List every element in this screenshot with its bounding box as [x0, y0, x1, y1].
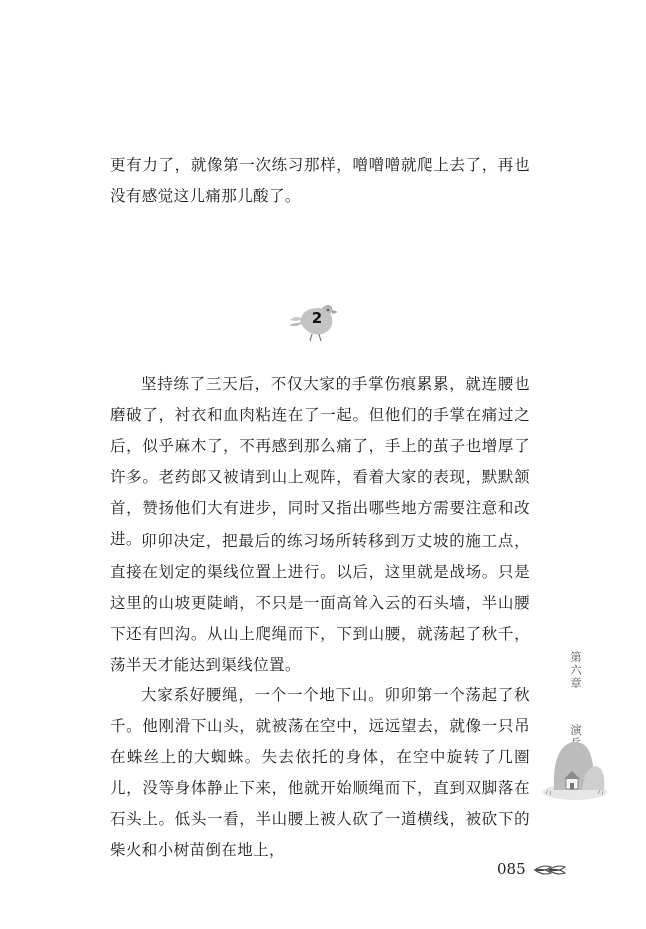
hill-house-icon: [542, 730, 608, 804]
chapter-label: 第六章: [570, 650, 582, 690]
chapter-title: 演: [570, 723, 582, 737]
section-number: 2: [311, 309, 323, 327]
chapter-illustration: [542, 730, 608, 804]
paragraph: 大家系好腰绳，一个一个地下山。卯卯第一个荡起了秋千。他刚滑下山头，就被荡在空中，远远望去，就像一只吊在蛛丝上的大蜘蛛。失去依托的身体，在空中旋转了几圈儿，没等身体静止下来，他就开始顺绳而下，直到双脚落在石头上。低头一看，半山腰上被人砍了一道横线，被砍下的柴火和小树苗倒在地上，: [110, 686, 530, 859]
paragraph: 坚持练了三天后，不仅大家的手掌伤痕累累，就连腰也磨破了，衬衣和血肉粘连在了一起。但他们的手掌在痛过之后，似乎麻木了，不再感到那么痛了，手上的茧子也增厚了许多。老药郎又被请到山上观阵，看着大家的表现，默默颔首，赞扬他们大有进步，同时又指出哪些地方需要注意和改进。: [110, 375, 530, 548]
page-number: 085: [497, 860, 526, 878]
paragraph: 卯卯决定，把最后的练习场所转移到万丈坡的施工点，直接在划定的渠线位置上进行。以后，这里就是战场。只是这里的山坡更陡峭，不只是一面高耸入云的石头墙，半山腰下还有凹沟。从山上爬绳而下，下到山腰，就荡起了秋千，荡半天才能达到渠线位置。: [110, 532, 530, 674]
leaf-ornament-icon: [533, 861, 567, 879]
paragraph-continued: 更有力了，就像第一次练习那样，噌噌噌就爬上去了，再也没有感觉这儿痛那儿酸了。: [110, 156, 530, 205]
